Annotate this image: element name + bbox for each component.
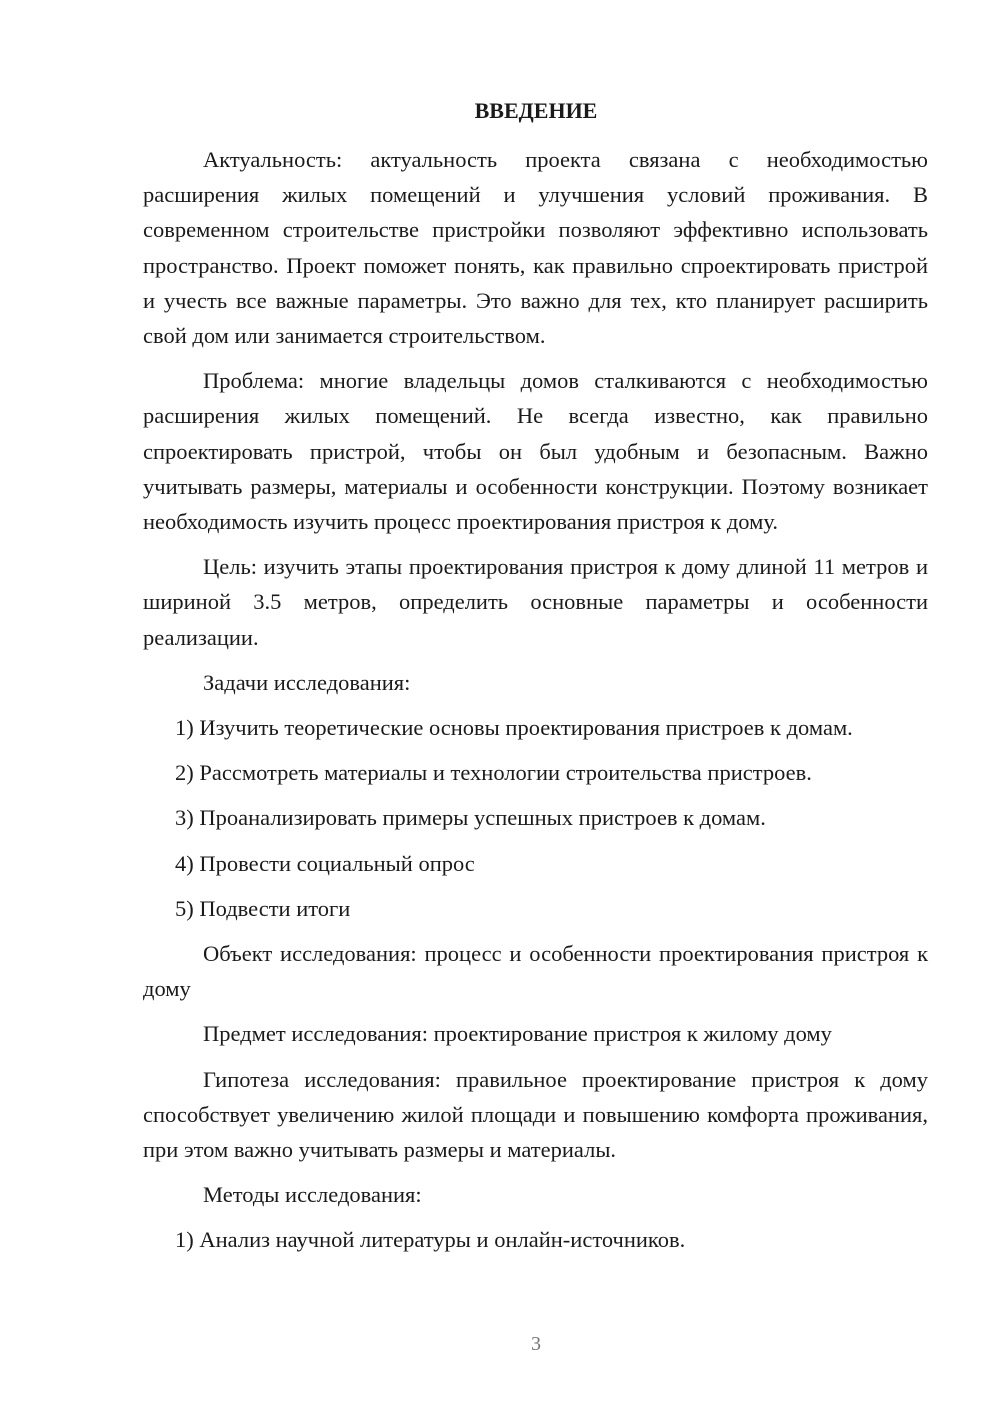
task-item-1: 1) Изучить теоретические основы проектирования пристроев к домам.: [175, 715, 853, 741]
task-item-3: 3) Проанализировать примеры успешных пристроев к домам.: [175, 805, 766, 831]
relevance-paragraph: Актуальность: актуальность проекта связана с необходимостью расширения жилых помещений и улучшения условий проживания. В современном строительстве пристройки позволяют эффективно использовать пространство. Проект поможет понять, как правильно спроектировать пристрой и учесть все важные параметры. Это важно для тех, кто планирует расширить свой дом или занимается строительством.: [143, 147, 928, 349]
task-item-4: 4) Провести социальный опрос: [175, 850, 475, 876]
document-body: [143, 142, 928, 1268]
methods-heading: Методы исследования:: [203, 1182, 422, 1208]
hypothesis-paragraph: Гипотеза исследования: правильное проектирование пристроя к дому способствует увеличению жилой площади и повышению комфорта проживания, при этом важно учитывать размеры и материалы.: [143, 1066, 928, 1163]
tasks-heading: Задачи исследования:: [203, 669, 411, 695]
object-paragraph: Объект исследования: процесс и особенности проектирования пристроя к дому: [143, 941, 928, 1002]
page-number: 3: [531, 1333, 541, 1355]
subject-paragraph: Предмет исследования: проектирование пристроя к жилому дому: [203, 1021, 832, 1047]
task-item-2: 2) Рассмотреть материалы и технологии строительства пристроев.: [175, 760, 812, 786]
method-item-1: 1) Анализ научной литературы и онлайн-источников.: [175, 1227, 686, 1253]
problem-paragraph: Проблема: многие владельцы домов сталкиваются с необходимостью расширения жилых помещений. Не всегда известно, как правильно спроектировать пристрой, чтобы он был удобным и безопасным. Важно учитывать размеры, материалы и особенности конструкции. Поэтому возникает необходимость изучить процесс проектирования пристроя к дому.: [143, 368, 928, 535]
task-item-5: 5) Подвести итоги: [175, 895, 351, 921]
page-title: ВВЕДЕНИЕ: [474, 98, 598, 123]
goal-paragraph: Цель: изучить этапы проектирования пристроя к дому длиной 11 метров и шириной 3.5 метров, определить основные параметры и особенности реализации.: [143, 554, 928, 650]
